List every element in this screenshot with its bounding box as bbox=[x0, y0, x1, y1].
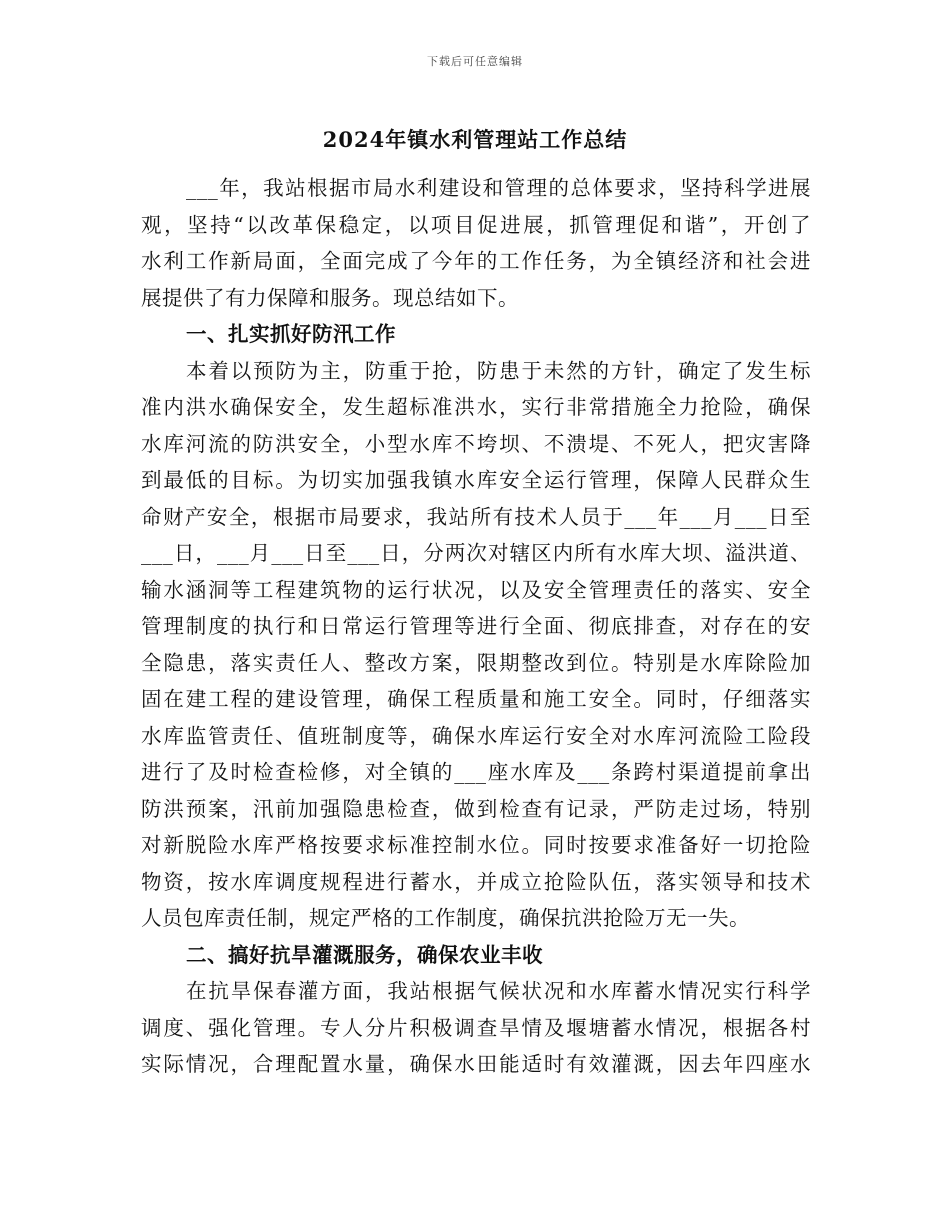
paragraph-line: 防洪预案，汛前加强隐患检查，做到检查有记录，严防走过场，特别 bbox=[141, 796, 811, 821]
paragraph-line: ___年，我站根据市局水利建设和管理的总体要求，坚持科学进展 bbox=[186, 176, 811, 200]
paragraph-line: 对新脱险水库严格按要求标准控制水位。同时按要求准备好一切抢险 bbox=[141, 833, 811, 857]
paragraph-line: 水库河流的防洪安全，小型水库不垮坝、不溃堤、不死人，把灾害降 bbox=[141, 431, 811, 456]
page-header-note: 下载后可任意编辑 bbox=[427, 55, 523, 68]
paragraph-line: 全隐患，落实责任人、整改方案，限期整改到位。特别是水库除险加 bbox=[141, 650, 811, 675]
section-heading: 二、搞好抗旱灌溉服务，确保农业丰收 bbox=[186, 942, 543, 967]
paragraph-line: ___日，___月___日至___日，分两次对辖区内所有水库大坝、溢洪道、 bbox=[141, 541, 811, 565]
document-body bbox=[141, 170, 811, 1083]
paragraph-line: 物资，按水库调度规程进行蓄水，并成立抢险队伍，落实领导和技术 bbox=[141, 869, 811, 894]
paragraph-line: 命财产安全，根据市局要求，我站所有技术人员于___年___月___日至 bbox=[141, 504, 811, 529]
paragraph-line: 人员包库责任制，规定严格的工作制度，确保抗洪抢险万无一失。 bbox=[141, 906, 750, 930]
paragraph-line: 本着以预防为主，防重于抢，防患于未然的方针，确定了发生标 bbox=[186, 358, 811, 383]
paragraph-line: 实际情况，合理配置水量，确保水田能适时有效灌溉，因去年四座水 bbox=[141, 1052, 811, 1076]
paragraph-line: 输水涵洞等工程建筑物的运行状况，以及安全管理责任的落实、安全 bbox=[141, 577, 811, 602]
paragraph-line: 水库监管责任、值班制度等，确保水库运行安全对水库河流险工险段 bbox=[141, 723, 811, 748]
paragraph-line: 管理制度的执行和日常运行管理等进行全面、彻底排查，对存在的安 bbox=[141, 614, 811, 638]
paragraph-line: 在抗旱保春灌方面，我站根据气候状况和水库蓄水情况实行科学 bbox=[186, 979, 811, 1003]
paragraph-line: 观，坚持“以改革保稳定，以项目促进展，抓管理促和谐”，开创了 bbox=[141, 212, 811, 237]
paragraph-line: 调度、强化管理。专人分片积极调查旱情及堰塘蓄水情况，根据各村 bbox=[141, 1015, 811, 1040]
paragraph-line: 固在建工程的建设管理，确保工程质量和施工安全。同时，仔细落实 bbox=[141, 687, 811, 711]
paragraph-line: 进行了及时检查检修，对全镇的___座水库及___条跨村渠道提前拿出 bbox=[141, 760, 811, 784]
paragraph-line: 展提供了有力保障和服务。现总结如下。 bbox=[141, 285, 519, 310]
paragraph-line: 水利工作新局面，全面完成了今年的工作任务，为全镇经济和社会进 bbox=[141, 249, 811, 273]
document-title: 2024年镇水利管理站工作总结 bbox=[322, 127, 628, 152]
paragraph-line: 到最低的目标。为切实加强我镇水库安全运行管理，保障人民群众生 bbox=[141, 468, 811, 492]
section-heading: 一、扎实抓好防汛工作 bbox=[186, 322, 396, 346]
paragraph-line: 准内洪水确保安全，发生超标准洪水，实行非常措施全力抢险，确保 bbox=[141, 395, 811, 419]
